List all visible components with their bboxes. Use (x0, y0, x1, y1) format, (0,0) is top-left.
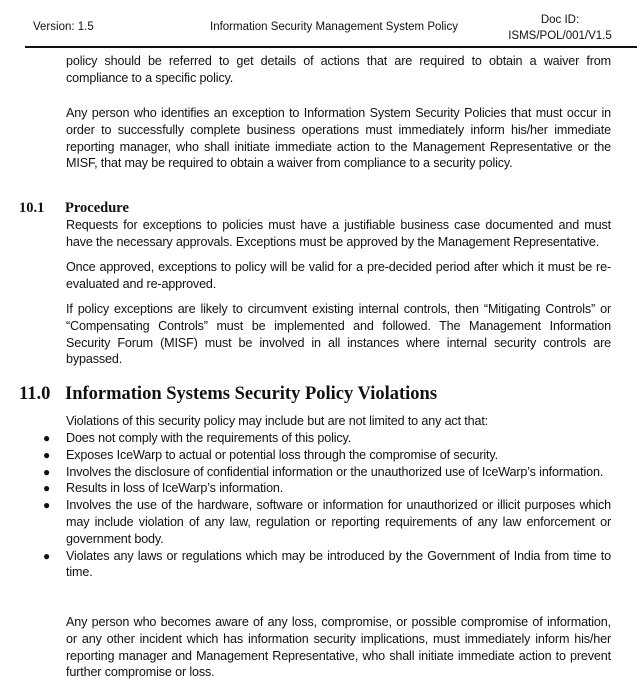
list-item: ● Violates any laws or regulations which may be introduced by the Government of India from time to time. (43, 548, 611, 580)
list-item: ● Does not comply with the requirements of this policy. (43, 431, 352, 445)
document-id-value: ISMS/POL/001/V1.5 (508, 30, 612, 42)
section-number: 10.1 (19, 200, 45, 216)
list-item: ● Involves the disclosure of confidential information or the unauthorized use of IceWarp’s information. (43, 464, 604, 479)
closing-paragraph: Any person who becomes aware of any loss, compromise, or possible compromise of information, or any other incident which has information security implications, must immediately inform his/her reporting manager and Management Representative, who shall initiate immediate action to prevent further compromise or loss. (66, 615, 611, 680)
bullet-icon: ● (43, 548, 51, 563)
header-divider (25, 46, 637, 48)
document-id (500, 12, 620, 44)
section-number: 11.0 (19, 384, 51, 404)
list-item: ● Results in loss of IceWarp’s information. (43, 481, 284, 496)
document-title: Information Security Management System Policy (210, 21, 458, 33)
section-title: Procedure (65, 200, 129, 216)
violations-lead: Violations of this security policy may include but are not limited to any act that: (66, 414, 489, 428)
bullet-icon: ● (43, 447, 51, 462)
page-header (0, 0, 643, 48)
section-heading-11-0 (19, 384, 437, 405)
procedure-paragraph: If policy exceptions are likely to circumvent existing internal controls, then “Mitigating Controls” or “Compensating Controls” must be implemented and followed. The Management Information Security Forum (MISF) must be involved in all instances where internal security controls are bypassed. (66, 302, 611, 367)
procedure-paragraph: Once approved, exceptions to policy will be valid for a pre-decided period after which it must be re-evaluated and re-approved. (66, 260, 611, 291)
intro-paragraph: Any person who identifies an exception to Information System Security Policies that must occur in order to successfully complete business operations must immediately inform his/her immediate reporting manager, who shall initiate immediate action to the Management Representative or the MISF, that may be required to obtain a waiver from compliance to a security policy. (66, 106, 611, 171)
list-item: ● Exposes IceWarp to actual or potential loss through the compromise of security. (43, 447, 498, 462)
bullet-icon: ● (43, 464, 51, 479)
procedure-paragraph: Requests for exceptions to policies must have a justifiable business case documented and must have the necessary approvals. Exceptions must be approved by the Management Representative. (66, 218, 611, 249)
violations-list (40, 430, 611, 581)
bullet-icon: ● (43, 431, 51, 445)
section-heading-10-1 (19, 200, 129, 217)
section-title: Information Systems Security Policy Violations (65, 384, 438, 404)
intro-paragraph: policy should be referred to get details of actions that are required to obtain a waiver from compliance to a specific policy. (66, 54, 611, 85)
document-id-label: Doc ID: (540, 14, 580, 26)
bullet-icon: ● (43, 481, 51, 496)
bullet-icon: ● (43, 498, 51, 513)
list-item: ● Involves the use of the hardware, software or information for unauthorized or illicit purposes which may include violation of any law, regulation or reporting requirements of any law enforcement or government body. (43, 498, 611, 546)
document-version: Version: 1.5 (33, 21, 94, 33)
